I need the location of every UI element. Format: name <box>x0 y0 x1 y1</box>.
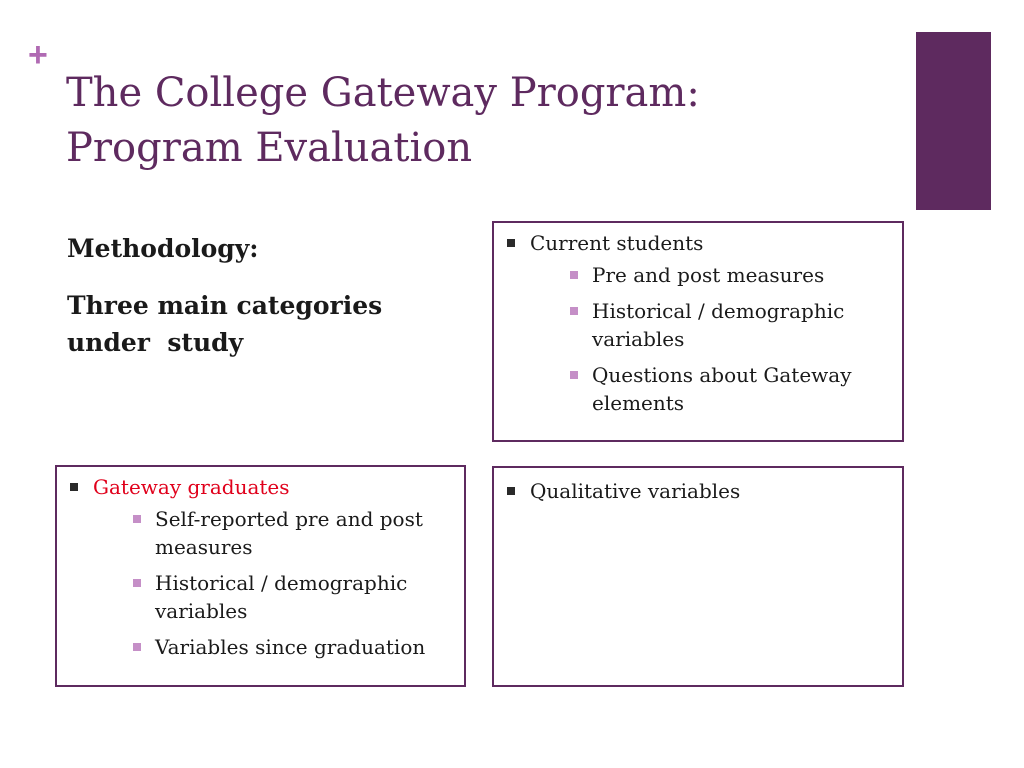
list-item-text: Variables since graduation <box>155 635 426 659</box>
list-item <box>57 473 464 661</box>
list-item <box>93 569 464 625</box>
gateway-graduates-box <box>55 465 466 687</box>
square-bullet-icon <box>570 307 578 315</box>
list-item-text: Questions about Gateway elements <box>592 363 852 415</box>
list-item-text: Historical / demographic variables <box>592 299 845 351</box>
list-item <box>530 297 902 353</box>
qualitative-heading: Qualitative variables <box>530 479 741 503</box>
square-bullet-icon <box>133 579 141 587</box>
title-line-1: The College Gateway Program: <box>66 70 700 116</box>
current-students-heading: Current students <box>530 231 704 255</box>
list-item <box>530 361 902 417</box>
plus-icon: + <box>28 36 48 74</box>
qualitative-box <box>492 466 904 687</box>
list-item-text: Historical / demographic variables <box>155 571 408 623</box>
title-line-2: Program Evaluation <box>66 125 473 171</box>
list-item-text: Self-reported pre and post measures <box>155 507 423 559</box>
square-bullet-icon <box>507 487 515 495</box>
gateway-graduates-heading: Gateway graduates <box>93 475 290 499</box>
methodology-label: Methodology: <box>67 234 259 263</box>
list-item-text: Pre and post measures <box>592 263 825 287</box>
square-bullet-icon <box>133 643 141 651</box>
square-bullet-icon <box>133 515 141 523</box>
list-item <box>93 505 464 561</box>
square-bullet-icon <box>570 271 578 279</box>
methodology-subtitle: Three main categories under study <box>67 291 391 357</box>
list-item <box>494 229 902 417</box>
methodology-block <box>67 230 467 381</box>
square-bullet-icon <box>70 483 78 491</box>
square-bullet-icon <box>570 371 578 379</box>
list-item <box>494 477 902 505</box>
list-item <box>93 633 464 661</box>
square-bullet-icon <box>507 239 515 247</box>
list-item <box>530 261 902 289</box>
current-students-box <box>492 221 904 442</box>
slide-title <box>66 66 886 176</box>
accent-bar <box>916 32 991 210</box>
